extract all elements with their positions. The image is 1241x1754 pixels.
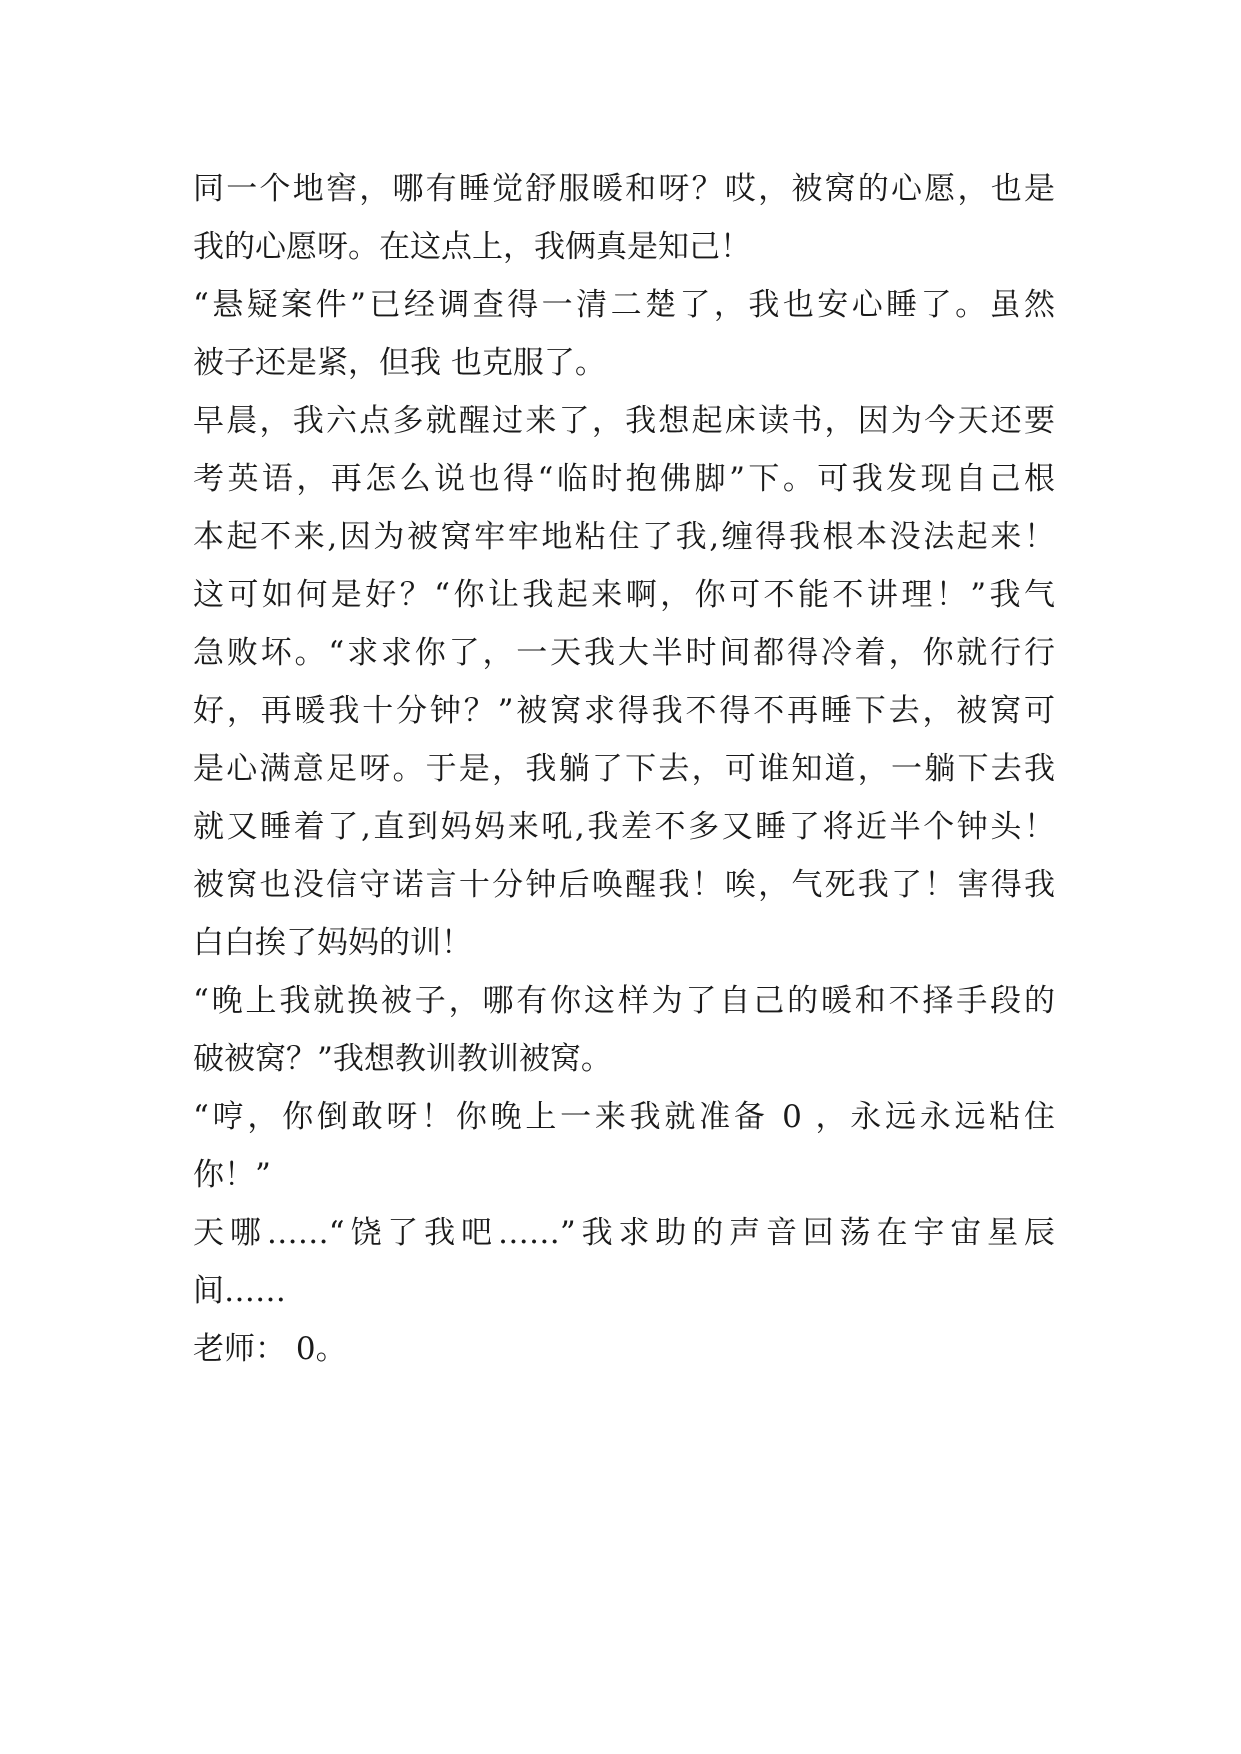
text-line: 是心满意足呀。于是，我躺了下去，可谁知道，一躺下去我 <box>193 751 1055 787</box>
text-line: 我的心愿呀。在这点上，我俩真是知己！ <box>193 229 751 265</box>
text-line: 破被窝？”我想教训教训被窝。 <box>193 1041 612 1077</box>
text-line: “晚上我就换被子，哪有你这样为了自己的暖和不择手段的 <box>193 983 1055 1019</box>
text-line: 本起不来,因为被窝牢牢地粘住了我,缠得我根本没法起来！ <box>193 519 1055 555</box>
text-line: 白白挨了妈妈的训！ <box>193 925 472 961</box>
text-line: 早晨，我六点多就醒过来了，我想起床读书，因为今天还要 <box>193 403 1055 439</box>
text-line: 被窝也没信守诺言十分钟后唤醒我！唉，气死我了！害得我 <box>193 867 1055 903</box>
text-line: 天哪……“饶了我吧……”我求助的声音回荡在宇宙星辰 <box>193 1215 1055 1251</box>
text-line: “哼，你倒敢呀！你晚上一来我就准备 0 ，永远永远粘住 <box>193 1099 1055 1135</box>
document-body <box>193 160 1055 1378</box>
text-line: 考英语，再怎么说也得“临时抱佛脚”下。可我发现自己根 <box>193 461 1055 497</box>
text-line: 间…… <box>193 1273 286 1309</box>
text-line: “悬疑案件”已经调查得一清二楚了，我也安心睡了。虽然 <box>193 287 1055 323</box>
text-line: 老师： 0。 <box>193 1331 347 1367</box>
text-line: 好，再暖我十分钟？”被窝求得我不得不再睡下去，被窝可 <box>193 693 1055 729</box>
text-line: 这可如何是好？“你让我起来啊，你可不能不讲理！”我气 <box>193 577 1055 613</box>
text-line: 急败坏。“求求你了，一天我大半时间都得冷着，你就行行 <box>193 635 1055 671</box>
text-line: 你！” <box>193 1157 271 1193</box>
text-line: 同一个地窖，哪有睡觉舒服暖和呀？哎，被窝的心愿，也是 <box>193 171 1055 207</box>
text-line: 就又睡着了,直到妈妈来吼,我差不多又睡了将近半个钟头！ <box>193 809 1055 845</box>
text-line: 被子还是紧，但我 也克服了。 <box>193 345 606 381</box>
